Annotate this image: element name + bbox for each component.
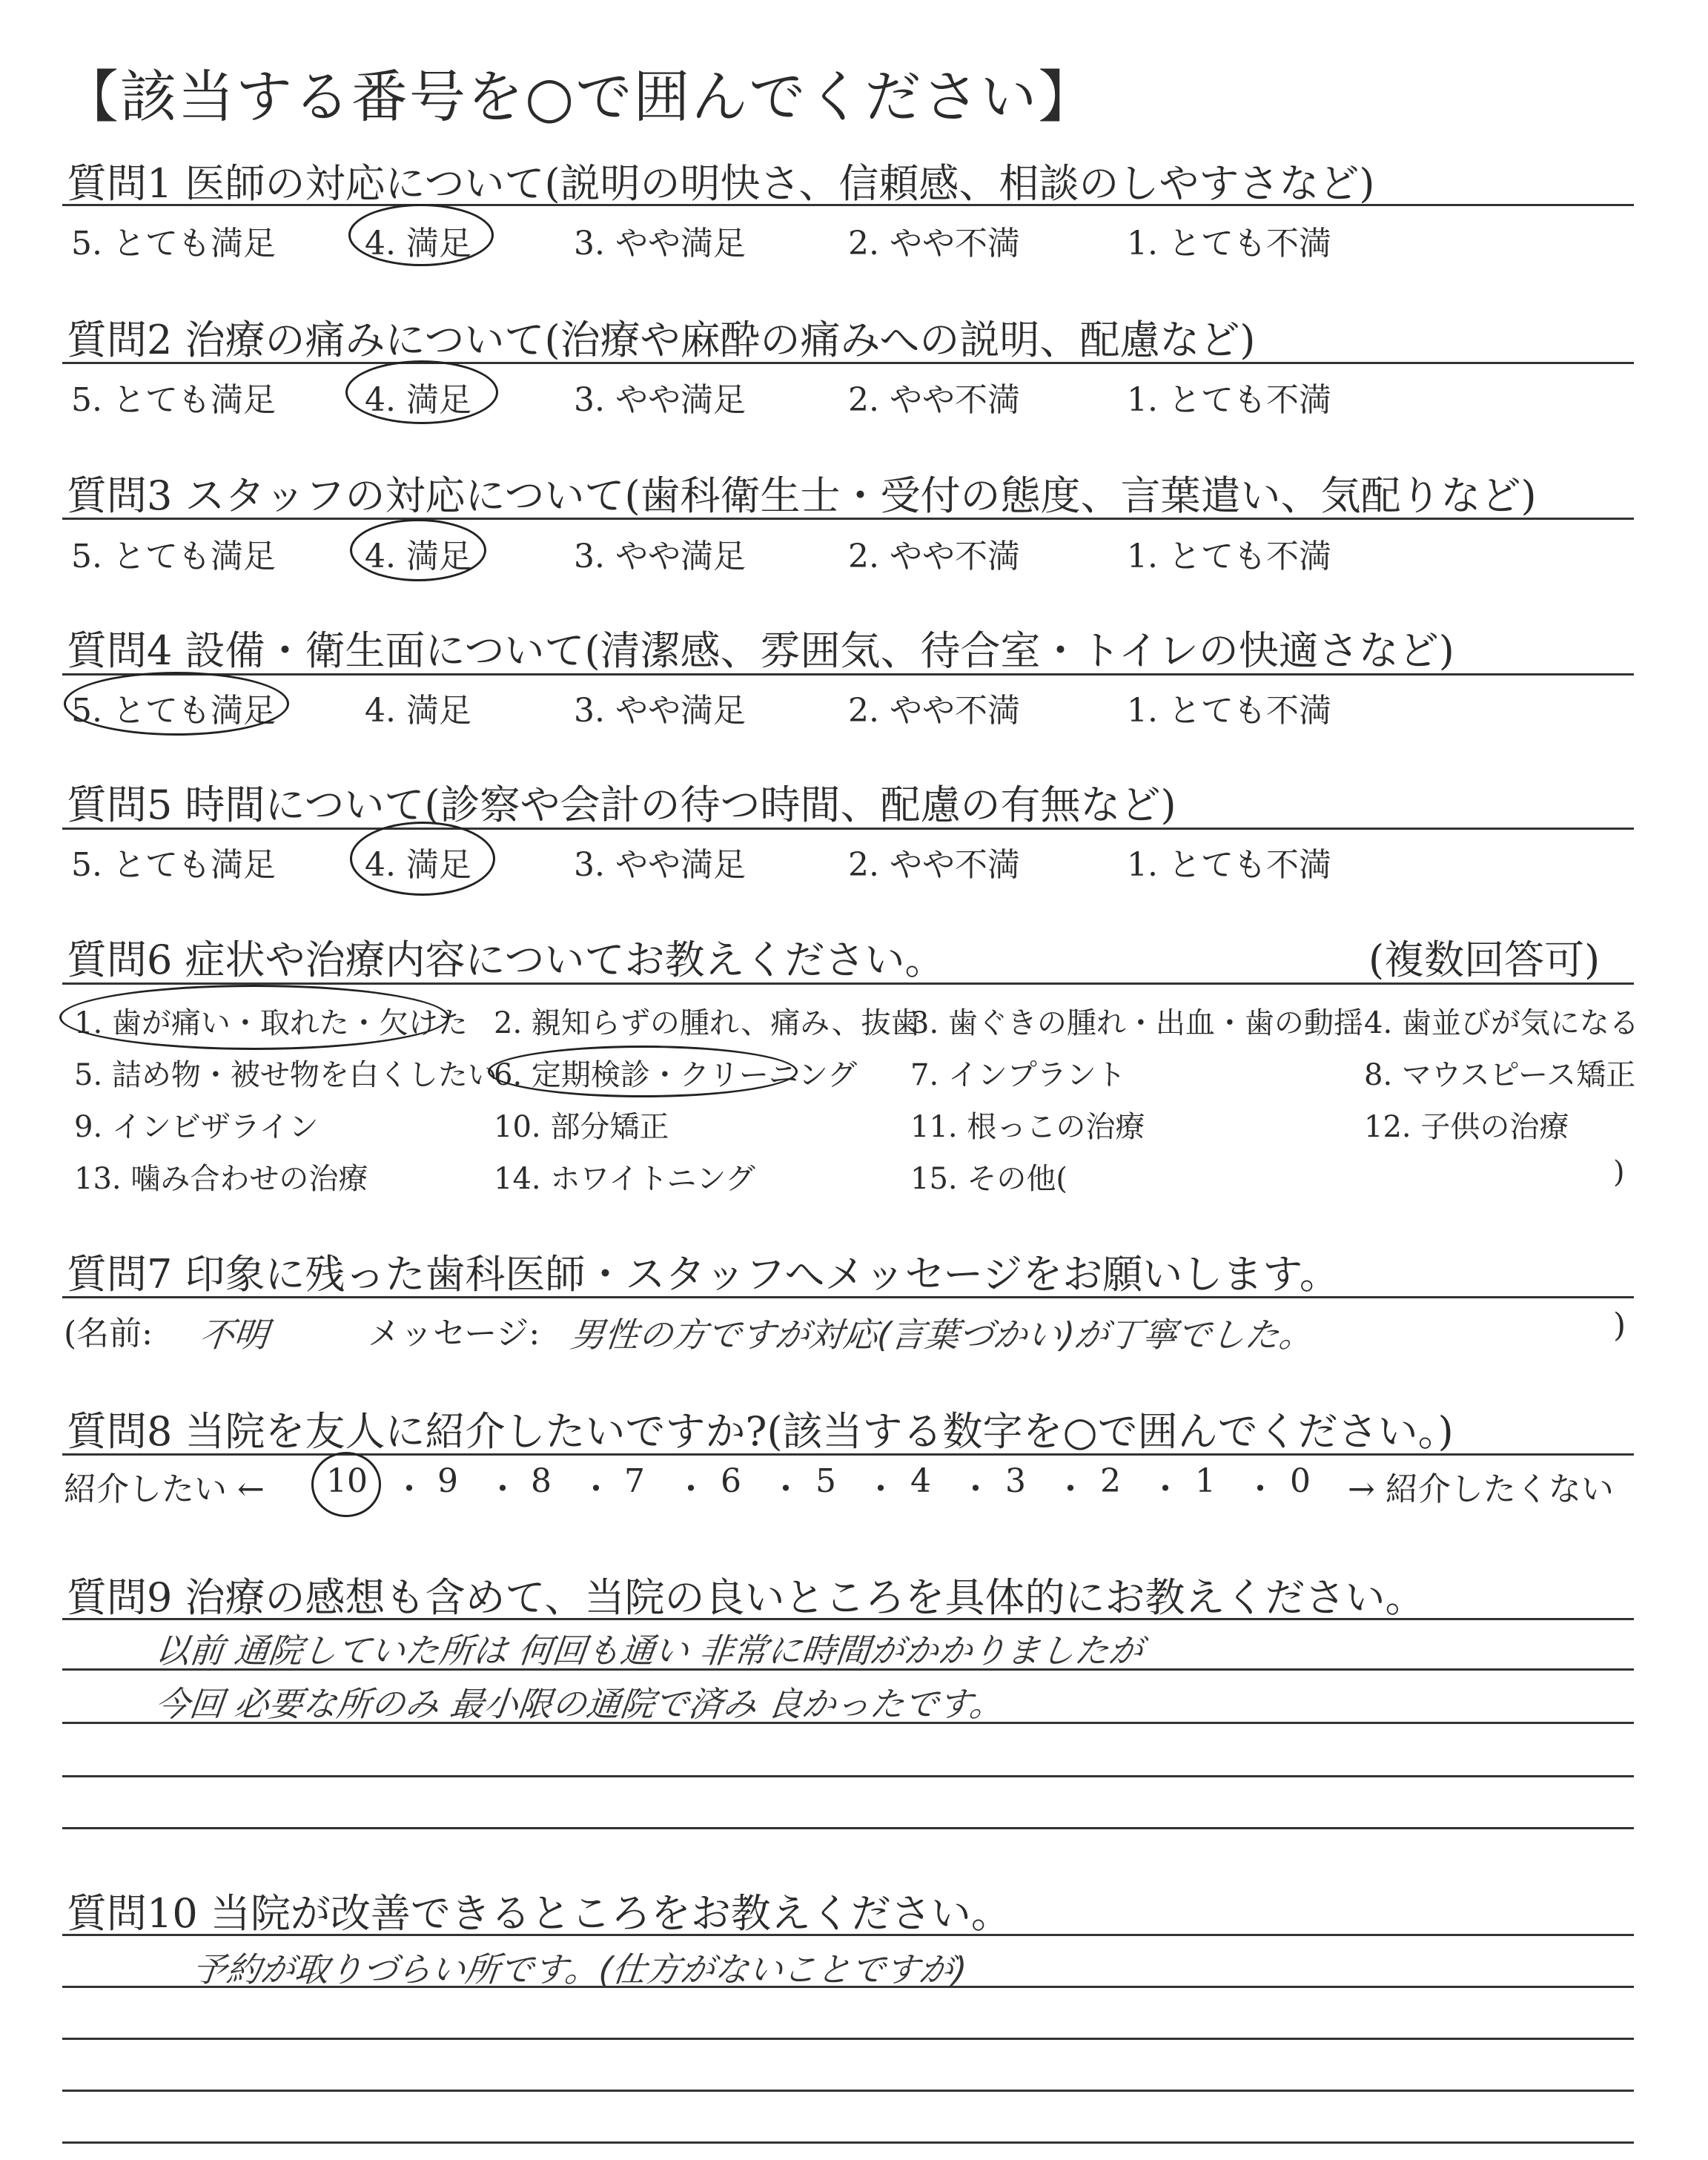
question-5-label: 質問5 時間について(診察や会計の待つ時間、配慮の有無など) — [67, 782, 1176, 828]
q2-option-4[interactable]: 4. 満足 — [365, 381, 471, 419]
q4-selection-circle — [64, 672, 289, 736]
q6-item-5[interactable]: 5. 詰め物・被せ物を白くしたい — [74, 1058, 497, 1092]
q6-item-11[interactable]: 11. 根っこの治療 — [910, 1110, 1145, 1144]
question-6-note: (複数回答可) — [1368, 937, 1601, 983]
q3-option-2[interactable]: 2. やや不満 — [848, 538, 1020, 575]
q5-option-3[interactable]: 3. やや満足 — [574, 846, 746, 884]
divider — [62, 982, 1634, 985]
q8-dot: ・ — [959, 1470, 992, 1508]
q1-option-3[interactable]: 3. やや満足 — [574, 225, 746, 262]
q8-score-5[interactable]: 5 — [815, 1462, 836, 1500]
q6-item-3[interactable]: 3. 歯ぐきの腫れ・出血・歯の動揺 — [910, 1006, 1363, 1040]
q8-dot: ・ — [1244, 1470, 1277, 1508]
q8-score-7[interactable]: 7 — [624, 1462, 645, 1500]
q3-option-4[interactable]: 4. 満足 — [365, 538, 471, 575]
divider — [62, 1934, 1634, 1936]
q1-selection-circle — [348, 204, 494, 266]
question-8-label: 質問8 当院を友人に紹介したいですか?(該当する数字を○で囲んでください。) — [67, 1408, 1454, 1455]
divider — [62, 362, 1634, 364]
question-3-label: 質問3 スタッフの対応について(歯科衛生士・受付の態度、言葉遣い、気配りなど) — [67, 472, 1537, 519]
question-10-label: 質問10 当院が改善できるところをお教えください。 — [67, 1890, 1011, 1937]
q8-score-3[interactable]: 3 — [1005, 1462, 1026, 1500]
q8-dot: ・ — [1149, 1470, 1182, 1508]
q8-score-8[interactable]: 8 — [531, 1462, 552, 1500]
q6-selection-circle-1 — [59, 985, 449, 1050]
answer-line — [62, 2141, 1634, 2144]
q8-left-label: 紹介したい ← — [64, 1470, 265, 1508]
q4-option-1[interactable]: 1. とても不満 — [1127, 692, 1331, 730]
q1-option-2[interactable]: 2. やや不満 — [848, 225, 1020, 262]
q2-option-5[interactable]: 5. とても満足 — [71, 381, 276, 419]
divider — [62, 1618, 1634, 1620]
q8-score-4[interactable]: 4 — [910, 1462, 931, 1500]
q6-item-1[interactable]: 1. 歯が痛い・取れた・欠けた — [74, 1006, 468, 1040]
divider — [62, 518, 1634, 520]
answer-line — [62, 1722, 1634, 1724]
q5-option-1[interactable]: 1. とても不満 — [1127, 846, 1331, 884]
q8-score-9[interactable]: 9 — [437, 1462, 458, 1500]
divider — [62, 828, 1634, 830]
q6-item-7[interactable]: 7. インプラント — [910, 1058, 1126, 1092]
answer-line — [62, 1775, 1634, 1777]
q7-close-paren: ) — [1613, 1307, 1626, 1344]
divider — [62, 1453, 1634, 1456]
question-4-label: 質問4 設備・衛生面について(清潔感、雰囲気、待合室・トイレの快適さなど) — [67, 627, 1454, 674]
question-2-label: 質問2 治療の痛みについて(治療や麻酔の痛みへの説明、配慮など) — [67, 317, 1256, 363]
q2-selection-circle — [345, 360, 498, 424]
q6-item-15[interactable]: 15. その他( — [910, 1162, 1068, 1196]
q6-item-12[interactable]: 12. 子供の治療 — [1364, 1110, 1569, 1144]
q7-name-value[interactable]: 不明 — [197, 1315, 271, 1355]
q3-selection-circle — [350, 519, 486, 581]
q6-item-4[interactable]: 4. 歯並びが気になる — [1364, 1006, 1639, 1040]
page-title: 【該当する番号を○で囲んでください】 — [62, 64, 1096, 130]
q8-score-6[interactable]: 6 — [721, 1462, 741, 1500]
q6-selection-circle-6 — [488, 1046, 798, 1097]
answer-line — [62, 2038, 1634, 2040]
answer-line — [62, 2090, 1634, 2092]
q9-answer-line-2[interactable]: 今回 必要な所のみ 最小限の通院で済み 良かったです。 — [153, 1684, 1006, 1724]
q5-option-5[interactable]: 5. とても満足 — [71, 846, 276, 884]
q8-score-0[interactable]: 0 — [1290, 1462, 1311, 1500]
question-1-label: 質問1 医師の対応について(説明の明快さ、信頼感、相談のしやすさなど) — [67, 160, 1375, 207]
q2-option-3[interactable]: 3. やや満足 — [574, 381, 746, 419]
q4-option-5[interactable]: 5. とても満足 — [71, 692, 276, 730]
q6-item-15-close: ) — [1613, 1155, 1625, 1189]
divider — [62, 673, 1634, 676]
question-9-label: 質問9 治療の感想も含めて、当院の良いところを具体的にお教えください。 — [67, 1574, 1426, 1621]
q7-message-value[interactable]: 男性の方ですが対応(言葉づかい)が丁寧でした。 — [568, 1315, 1316, 1355]
q7-message-label: メッセージ: — [368, 1315, 540, 1353]
q8-dot: ・ — [864, 1470, 897, 1508]
q1-option-5[interactable]: 5. とても満足 — [71, 225, 276, 262]
q8-dot: ・ — [393, 1470, 426, 1508]
q6-item-9[interactable]: 9. インビザライン — [74, 1110, 319, 1144]
q4-option-2[interactable]: 2. やや不満 — [848, 692, 1020, 730]
question-6-label: 質問6 症状や治療内容についてお教えください。 — [67, 937, 945, 983]
q10-answer-line-1[interactable]: 予約が取りづらい所です。(仕方がないことですが) — [190, 1949, 969, 1989]
q6-item-10[interactable]: 10. 部分矯正 — [494, 1110, 669, 1144]
q8-right-label: → 紹介したくない — [1348, 1470, 1614, 1508]
q4-option-4[interactable]: 4. 満足 — [365, 692, 471, 730]
q8-score-2[interactable]: 2 — [1100, 1462, 1121, 1500]
answer-line — [62, 1668, 1634, 1671]
q2-option-2[interactable]: 2. やや不満 — [848, 381, 1020, 419]
q5-option-2[interactable]: 2. やや不満 — [848, 846, 1020, 884]
q3-option-5[interactable]: 5. とても満足 — [71, 538, 276, 575]
q9-answer-line-1[interactable]: 以前 通院していた所は 何回も通い 非常に時間がかかりましたが — [153, 1631, 1145, 1671]
answer-line — [62, 1827, 1634, 1829]
q1-option-1[interactable]: 1. とても不満 — [1127, 225, 1331, 262]
divider — [62, 204, 1634, 206]
q8-dot: ・ — [486, 1470, 519, 1508]
q8-selection-circle — [311, 1452, 381, 1517]
q5-selection-circle — [350, 822, 495, 896]
divider — [62, 1296, 1634, 1298]
q8-score-1[interactable]: 1 — [1195, 1462, 1216, 1500]
q7-name-label: (名前: — [64, 1315, 153, 1353]
q6-item-14[interactable]: 14. ホワイトニング — [494, 1162, 755, 1196]
q3-option-3[interactable]: 3. やや満足 — [574, 538, 746, 575]
q8-dot: ・ — [675, 1470, 707, 1508]
q6-item-6[interactable]: 6. 定期検診・クリーニング — [494, 1058, 858, 1092]
q3-option-1[interactable]: 1. とても不満 — [1127, 538, 1331, 575]
q8-dot: ・ — [1054, 1470, 1087, 1508]
q5-option-4[interactable]: 4. 満足 — [365, 846, 471, 884]
q8-dot: ・ — [769, 1470, 802, 1508]
q6-item-8[interactable]: 8. マウスピース矯正 — [1364, 1058, 1636, 1092]
q4-option-3[interactable]: 3. やや満足 — [574, 692, 746, 730]
q8-score-10[interactable]: 10 — [326, 1462, 368, 1500]
answer-line — [62, 1986, 1634, 1988]
q1-option-4[interactable]: 4. 満足 — [365, 225, 471, 262]
question-7-label: 質問7 印象に残った歯科医師・スタッフへメッセージをお願いします。 — [67, 1251, 1340, 1298]
q6-item-13[interactable]: 13. 噛み合わせの治療 — [74, 1162, 368, 1196]
q6-item-2[interactable]: 2. 親知らずの腫れ、痛み、抜歯 — [494, 1006, 921, 1040]
q8-dot: ・ — [580, 1470, 612, 1508]
q2-option-1[interactable]: 1. とても不満 — [1127, 381, 1331, 419]
